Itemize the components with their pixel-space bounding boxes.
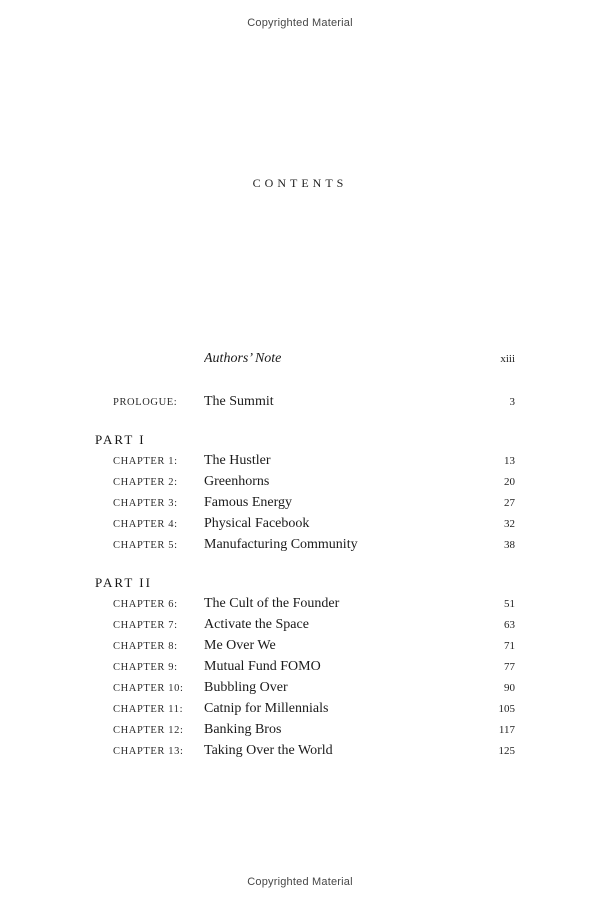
entry-page-number: 77 (504, 661, 515, 673)
entry-page-number: 32 (504, 518, 515, 530)
entry-title: Authors’ Note (204, 351, 282, 366)
entry-title: Banking Bros (204, 722, 282, 737)
part-2-heading: PART II (95, 575, 152, 590)
toc-entry-chapter-3 (113, 492, 515, 513)
entry-page-number: 125 (498, 745, 515, 757)
watermark-bottom: Copyrighted Material (247, 876, 353, 888)
toc-entry-chapter-7 (113, 614, 515, 635)
entry-page-number: 105 (498, 703, 515, 715)
entry-title: Mutual Fund FOMO (204, 659, 321, 674)
entry-title: The Summit (204, 394, 274, 409)
table-of-contents (95, 348, 515, 761)
entry-title: Greenhorns (204, 474, 270, 489)
entry-label: CHAPTER 5: (113, 540, 178, 551)
entry-label: CHAPTER 6: (113, 599, 178, 610)
entry-label: PROLOGUE: (113, 397, 178, 408)
entry-label: CHAPTER 2: (113, 477, 178, 488)
entry-page-number: xiii (500, 353, 515, 365)
entry-page-number: 63 (504, 619, 515, 631)
part-1-heading: PART I (95, 432, 146, 447)
entry-label: CHAPTER 8: (113, 641, 178, 652)
toc-entry-chapter-4 (113, 513, 515, 534)
entry-page-number: 51 (504, 598, 515, 610)
entry-page-number: 13 (504, 455, 515, 467)
toc-entry-chapter-13 (113, 740, 515, 761)
entry-label: CHAPTER 1: (113, 456, 178, 467)
toc-entry-chapter-10 (113, 677, 515, 698)
entry-title: The Cult of the Founder (204, 596, 340, 611)
entry-title: Physical Facebook (204, 516, 310, 531)
entry-title: Manufacturing Community (204, 537, 358, 552)
entry-label: CHAPTER 3: (113, 498, 178, 509)
toc-entry-prologue (113, 391, 515, 412)
entry-page-number: 90 (504, 682, 515, 694)
toc-entry-chapter-9 (113, 656, 515, 677)
entry-title: Me Over We (204, 638, 276, 653)
entry-title: Bubbling Over (204, 680, 288, 695)
entry-page-number: 38 (504, 539, 515, 551)
toc-entry-chapter-2 (113, 471, 515, 492)
entry-title: Famous Energy (204, 495, 293, 510)
entry-label: CHAPTER 4: (113, 519, 178, 530)
entry-title: Activate the Space (204, 617, 309, 632)
entry-page-number: 20 (504, 476, 515, 488)
entry-label: CHAPTER 9: (113, 662, 178, 673)
toc-entry-chapter-1 (113, 450, 515, 471)
entry-page-number: 71 (504, 640, 515, 652)
entry-label: CHAPTER 11: (113, 704, 184, 715)
toc-entry-authors-note (113, 348, 515, 369)
toc-entry-chapter-5 (113, 534, 515, 555)
entry-label: CHAPTER 12: (113, 725, 184, 736)
entry-label: CHAPTER 13: (113, 746, 184, 757)
entry-title: Taking Over the World (204, 743, 333, 758)
entry-page-number: 3 (509, 396, 515, 408)
toc-entry-chapter-8 (113, 635, 515, 656)
toc-entry-chapter-11 (113, 698, 515, 719)
entry-title: Catnip for Millennials (204, 701, 329, 716)
entry-page-number: 27 (504, 497, 515, 509)
contents-title: CONTENTS (252, 176, 348, 190)
entry-label: CHAPTER 10: (113, 683, 184, 694)
toc-entry-chapter-12 (113, 719, 515, 740)
entry-title: The Hustler (204, 453, 271, 468)
watermark-top: Copyrighted Material (247, 17, 353, 29)
entry-label: CHAPTER 7: (113, 620, 178, 631)
toc-entry-chapter-6 (113, 593, 515, 614)
entry-page-number: 117 (498, 724, 515, 736)
